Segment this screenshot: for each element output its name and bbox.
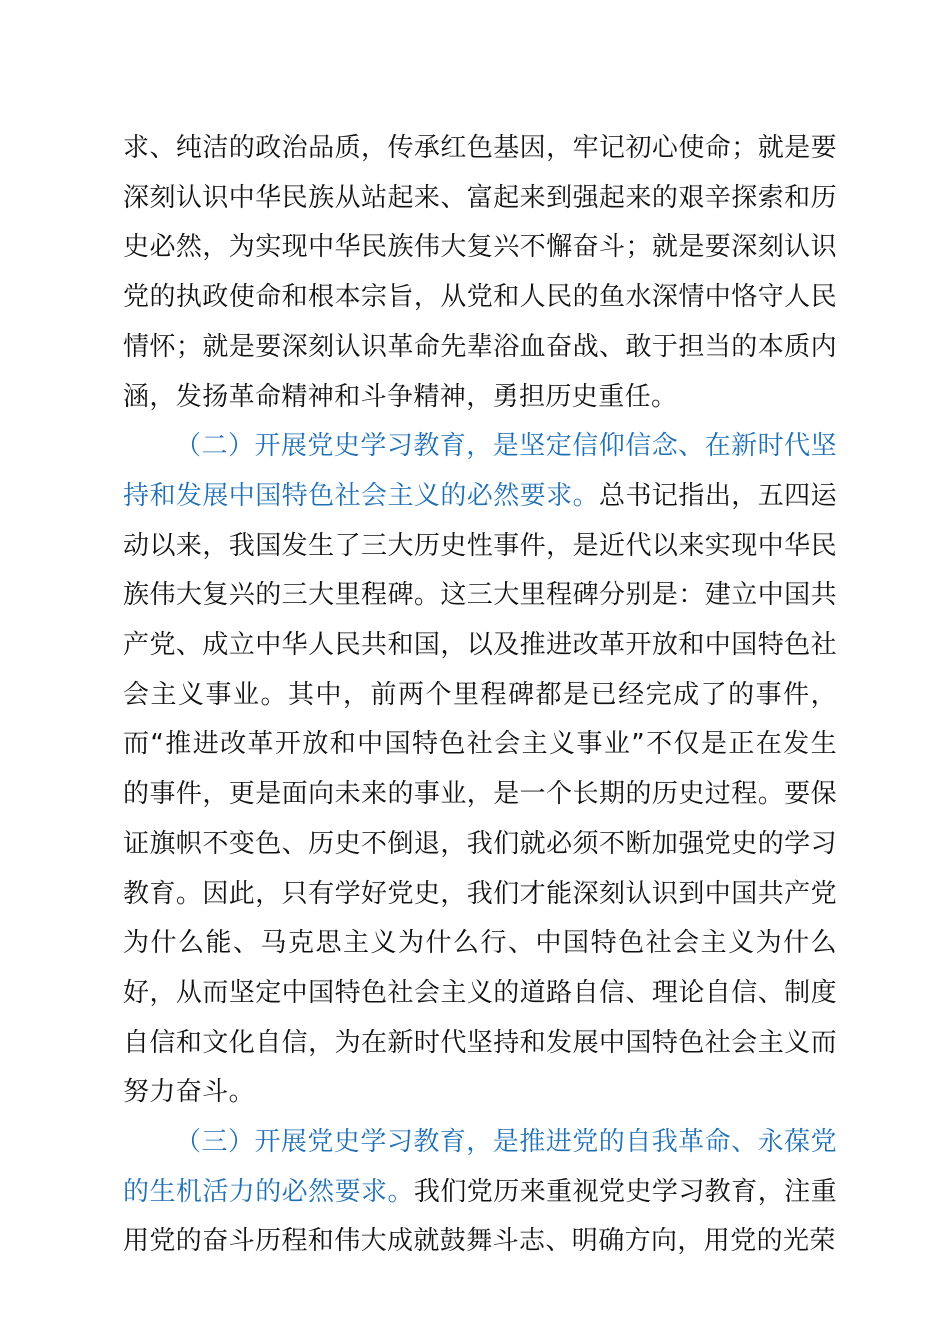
document-body	[123, 124, 837, 1267]
paragraph-section-three	[123, 1118, 837, 1267]
paragraph-text: 求、纯洁的政治品质，传承红色基因，牢记初心使命；就是要深刻认识中华民族从站起来、富起来到强起来的艰辛探索和历史必然，为实现中华民族伟大复兴不懈奋斗；就是要深刻认识党的执政使命和根本宗旨，从党和人民的鱼水深情中恪守人民情怀；就是要深刻认识革命先辈浴血奋战、敢于担当的本质内涵，发扬革命精神和斗争精神，勇担历史重任。	[123, 133, 837, 412]
paragraph-section-two	[123, 422, 837, 1118]
paragraph-continuation	[123, 124, 837, 422]
section-heading-three: （三）开展党史学习教育，是推进党的自我革命、永葆党的生机活力的必然要求。	[123, 1127, 837, 1207]
section-heading-two: （二）开展党史学习教育，是坚定信仰信念、在新时代坚持和发展中国特色社会主义的必然要求。	[123, 431, 837, 511]
paragraph-text: 总书记指出，五四运动以来，我国发生了三大历史性事件，是近代以来实现中华民族伟大复兴的三大里程碑。这三大里程碑分别是：建立中国共产党、成立中华人民共和国，以及推进改革开放和中国特色社会主义事业。其中，前两个里程碑都是已经完成了的事件，而“推进改革开放和中国特色社会主义事业”不仅是正在发生的事件，更是面向未来的事业，是一个长期的历史过程。要保证旗帜不变色、历史不倒退，我们就必须不断加强党史的学习教育。因此，只有学好党史，我们才能深刻认识到中国共产党为什么能、马克思主义为什么行、中国特色社会主义为什么好，从而坚定中国特色社会主义的道路自信、理论自信、制度自信和文化自信，为在新时代坚持和发展中国特色社会主义而努力奋斗。	[123, 480, 837, 1108]
paragraph-text: 我们党历来重视党史学习教育，注重用党的奋斗历程和伟大成就鼓舞斗志、明确方向，用党的光荣	[123, 1176, 837, 1257]
